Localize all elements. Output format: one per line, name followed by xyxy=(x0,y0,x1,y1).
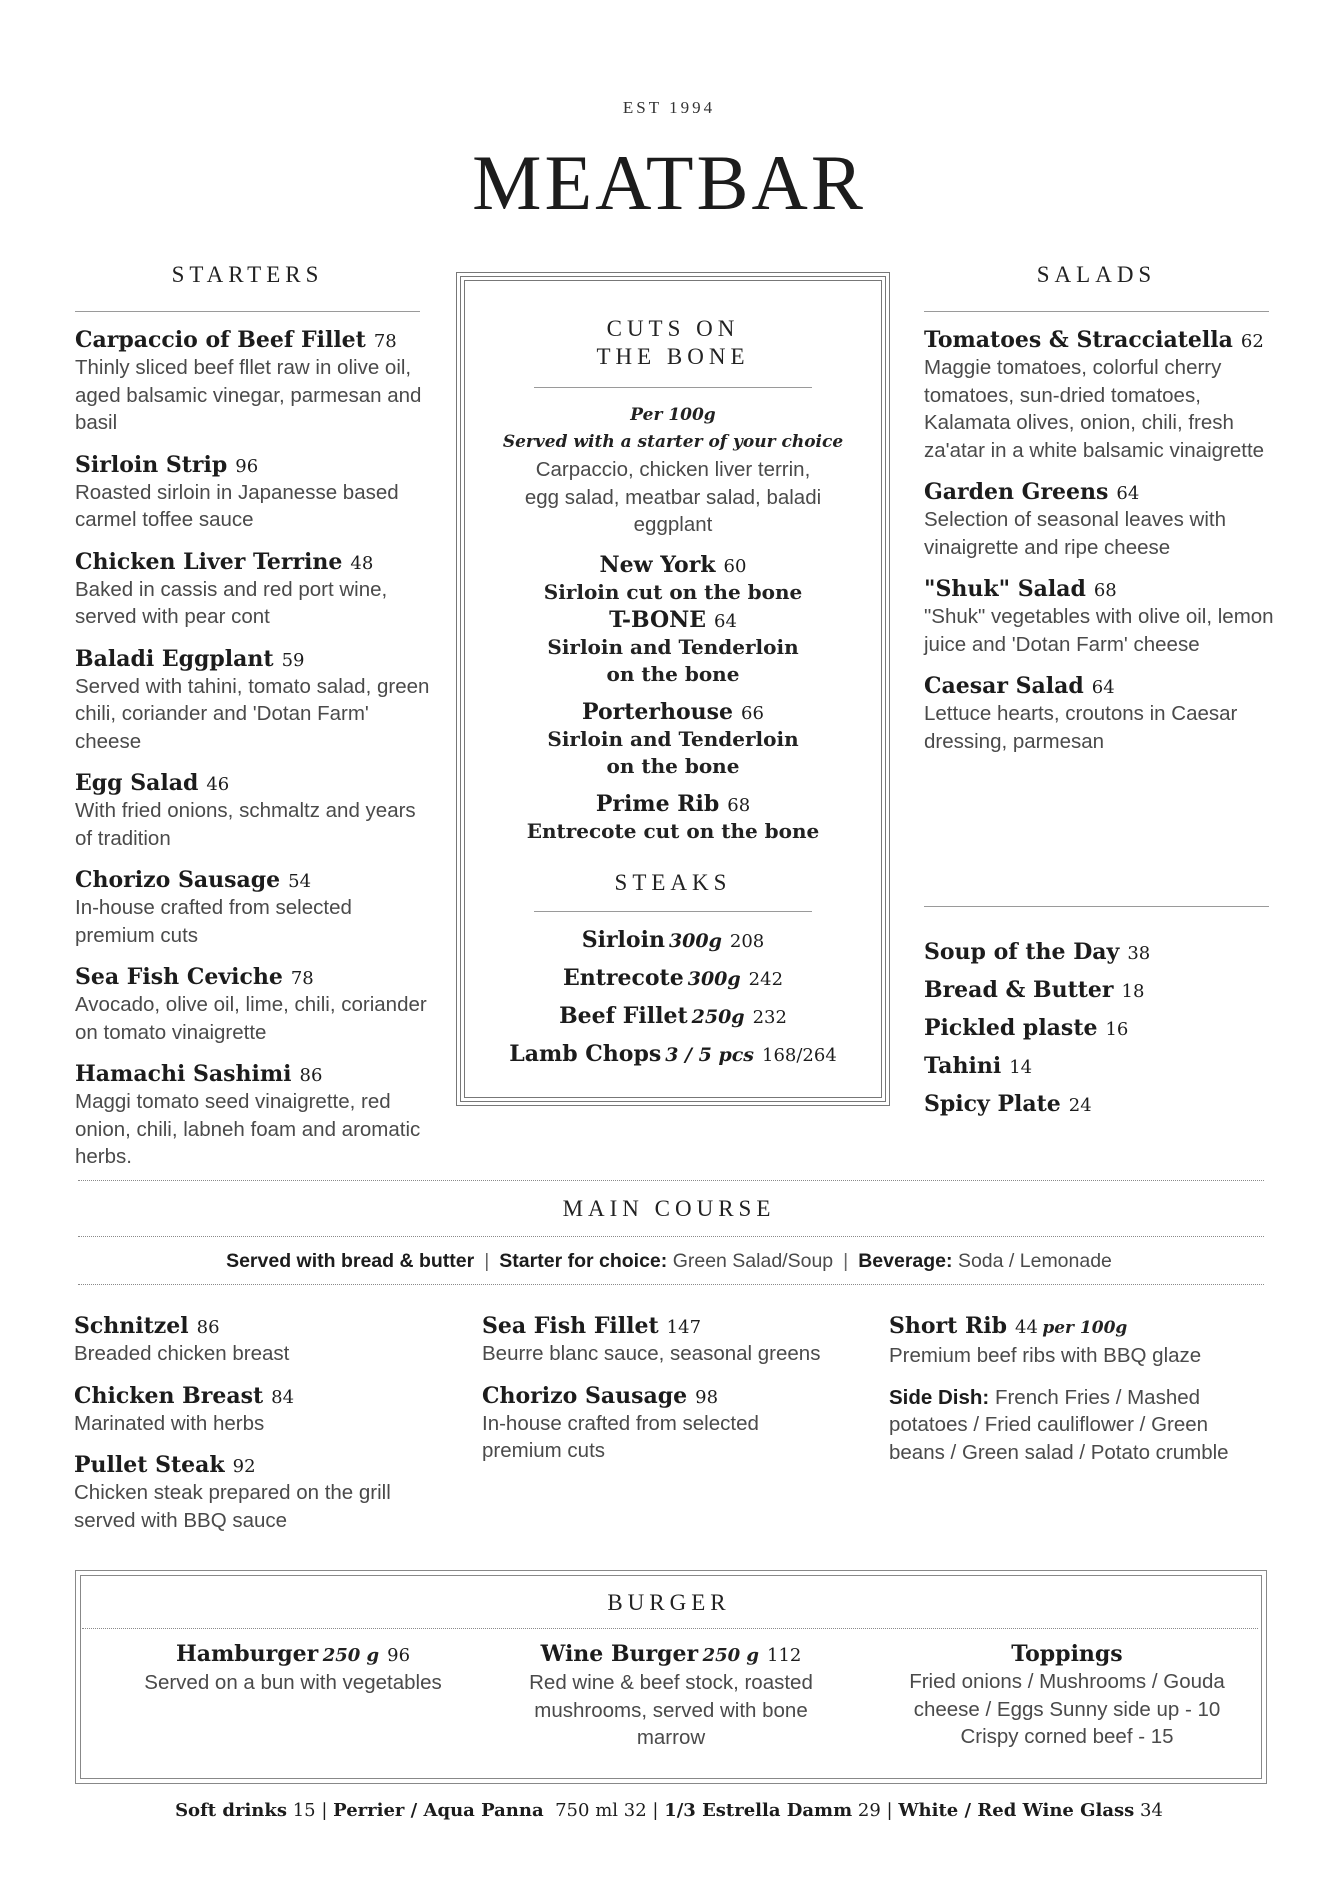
steak-item xyxy=(457,1036,889,1074)
steaks-heading: STEAKS xyxy=(614,869,732,895)
burger-toppings xyxy=(902,1640,1232,1751)
item-name: Pullet Steak xyxy=(74,1452,225,1478)
drink-price: 32 xyxy=(623,1800,647,1821)
starters-divider xyxy=(75,311,420,312)
extra-name: Soup of the Day xyxy=(924,939,1120,965)
extra-price: 18 xyxy=(1121,981,1145,1002)
steak-name: Beef Fillet xyxy=(559,1002,688,1029)
item-description: Fried onions / Mushrooms / Gouda cheese / Eggs Sunny side up - 10 Crispy corned beef - 15 xyxy=(909,1670,1225,1748)
cuts-per-100g: Per 100g xyxy=(630,405,716,425)
item-price: 86 xyxy=(299,1065,323,1086)
menu-item xyxy=(75,866,435,949)
menu-item xyxy=(482,1382,862,1465)
item-weight: 250 g xyxy=(322,1645,380,1666)
burger-item xyxy=(128,1640,458,1697)
item-description: Maggi tomato seed vinaigrette, red onion, chili, labneh foam and aromatic herbs. xyxy=(75,1090,421,1168)
item-description: Thinly sliced beef fllet raw in olive oil, aged balsamic vinegar, parmesan and basil xyxy=(75,356,422,434)
item-name: Sea Fish Ceviche xyxy=(75,964,283,990)
item-name: Sirloin Strip xyxy=(75,451,228,478)
menu-item xyxy=(482,1312,862,1368)
menu-item xyxy=(75,963,435,1046)
item-description: Avocado, olive oil, lime, chili, coriander on tomato vinaigrette xyxy=(75,993,427,1044)
starters-heading: STARTERS xyxy=(171,262,324,287)
steak-name: Lamb Chops xyxy=(509,1040,662,1067)
menu-item xyxy=(75,769,435,852)
item-name: Hamachi Sashimi xyxy=(75,1061,292,1087)
item-price: 64 xyxy=(1091,677,1115,698)
main-course-top-divider xyxy=(78,1180,1264,1181)
beverage-value: Soda / Lemonade xyxy=(957,1250,1112,1272)
menu-item xyxy=(75,326,435,437)
item-description: Selection of seasonal leaves with vinaigrette and ripe cheese xyxy=(924,508,1226,559)
item-name: Tomatoes & Stracciatella xyxy=(924,327,1233,353)
item-description: Marinated with herbs xyxy=(74,1411,265,1435)
item-name: "Shuk" Salad xyxy=(924,576,1086,602)
separator: | xyxy=(652,1800,665,1821)
cut-item xyxy=(457,790,889,845)
steak-item xyxy=(457,998,889,1036)
starter-value: Green Salad/Soup xyxy=(672,1250,834,1272)
menu-item xyxy=(74,1312,454,1368)
side-dish-label: Side Dish: xyxy=(889,1385,990,1409)
separator: | xyxy=(484,1250,490,1272)
item-price: 98 xyxy=(695,1386,719,1408)
item-description: Red wine & beef stock, roasted mushrooms, served with bone marrow xyxy=(529,1671,813,1749)
item-price: 96 xyxy=(387,1645,411,1666)
served-with-text: Served with bread & butter xyxy=(226,1250,475,1272)
item-unit: per 100g xyxy=(1042,1318,1128,1338)
item-name: Baladi Eggplant xyxy=(75,645,274,672)
drink-price: 34 xyxy=(1140,1800,1163,1821)
item-name: Chicken Breast xyxy=(74,1382,264,1409)
item-name: Toppings xyxy=(1011,1641,1123,1667)
item-description: Lettuce hearts, croutons in Caesar dressing, parmesan xyxy=(924,702,1238,753)
cuts-steaks-box xyxy=(456,272,890,1106)
item-price: 112 xyxy=(767,1645,802,1666)
item-name: Chicken Liver Terrine xyxy=(75,548,343,575)
main-course-info xyxy=(0,1250,1338,1273)
item-name: Hamburger xyxy=(175,1641,319,1667)
item-price: 48 xyxy=(350,552,374,574)
cuts-heading-line2: THE BONE xyxy=(596,344,750,369)
cut-description: Sirloin cut on the bone xyxy=(543,579,803,604)
item-price: 147 xyxy=(666,1317,702,1338)
item-name: Caesar Salad xyxy=(924,673,1084,699)
main-course-column-1 xyxy=(74,1312,454,1548)
extra-price: 16 xyxy=(1105,1019,1129,1040)
item-name: Short Rib xyxy=(889,1313,1007,1339)
cut-price: 68 xyxy=(727,794,751,816)
cut-price: 64 xyxy=(714,610,737,632)
separator: | xyxy=(321,1800,334,1821)
main-course-column-2 xyxy=(482,1312,862,1479)
restaurant-title: MEATBAR xyxy=(472,139,866,226)
item-price: 59 xyxy=(281,649,305,671)
item-price: 86 xyxy=(196,1317,220,1338)
item-price: 68 xyxy=(1093,580,1117,601)
item-description: With fried onions, schmaltz and years of tradition xyxy=(75,799,416,850)
menu-item xyxy=(75,645,435,756)
burger-heading: BURGER xyxy=(607,1590,731,1615)
cut-description: Entrecote cut on the bone xyxy=(526,818,820,843)
extra-name: Pickled plaste xyxy=(924,1015,1098,1041)
item-description: In-house crafted from selected premium cuts xyxy=(75,896,352,947)
salads-divider xyxy=(924,311,1269,312)
separator: | xyxy=(886,1800,899,1821)
cuts-starter-choices: Carpaccio, chicken liver terrin, egg salad, meatbar salad, baladi eggplant xyxy=(524,458,822,536)
steak-weight: 250g xyxy=(691,1005,745,1028)
item-name: Chorizo Sausage xyxy=(75,867,281,893)
item-weight: 250 g xyxy=(702,1645,759,1666)
cut-name: New York xyxy=(599,551,716,578)
cut-item xyxy=(457,606,889,688)
item-description: Served with tahini, tomato salad, green chili, coriander and 'Dotan Farm' cheese xyxy=(75,674,430,753)
steak-weight: 3 / 5 pcs xyxy=(665,1043,754,1066)
item-description: Maggie tomatoes, colorful cherry tomatoes, sun-dried tomatoes, Kalamata olives, onion, chili, fresh za'atar in a white balsamic vinaigrette xyxy=(924,356,1265,462)
menu-item xyxy=(924,478,1284,561)
item-name: Wine Burger xyxy=(540,1641,699,1667)
item-description: Breaded chicken breast xyxy=(74,1342,290,1365)
extra-price: 24 xyxy=(1068,1095,1092,1116)
extra-name: Spicy Plate xyxy=(924,1091,1061,1117)
item-price: 92 xyxy=(232,1456,256,1477)
main-course-column-3 xyxy=(889,1312,1269,1466)
steak-name: Entrecote xyxy=(562,964,684,991)
item-price: 78 xyxy=(373,331,397,352)
item-price: 44 xyxy=(1015,1317,1038,1338)
item-price: 46 xyxy=(206,774,230,795)
drink-name: Perrier / Aqua Panna xyxy=(333,1800,544,1821)
menu-item xyxy=(75,1060,435,1171)
cut-item xyxy=(457,551,889,606)
item-description: Premium beef ribs with BBQ glaze xyxy=(889,1344,1202,1367)
cut-name: Prime Rib xyxy=(595,790,720,817)
burger-item xyxy=(506,1640,836,1752)
item-price: 78 xyxy=(290,968,314,989)
extras-list xyxy=(924,934,1269,1124)
item-name: Sea Fish Fillet xyxy=(482,1313,659,1339)
steak-price: 232 xyxy=(752,1006,787,1028)
item-description: "Shuk" vegetables with olive oil, lemon juice and 'Dotan Farm' cheese xyxy=(924,605,1274,656)
item-name: Chorizo Sausage xyxy=(482,1382,688,1409)
menu-item xyxy=(75,548,435,631)
item-name: Carpaccio of Beef Fillet xyxy=(75,327,366,353)
cut-name: Porterhouse xyxy=(582,698,734,725)
steak-name: Sirloin xyxy=(581,926,665,953)
item-description: Served on a bun with vegetables xyxy=(144,1671,442,1694)
drink-price: 29 xyxy=(857,1800,881,1821)
item-name: Garden Greens xyxy=(924,479,1109,505)
established-year: EST 1994 xyxy=(622,98,716,117)
menu-item xyxy=(924,575,1284,658)
extra-item xyxy=(924,1010,1269,1048)
drinks-line xyxy=(0,1800,1338,1821)
extra-price: 38 xyxy=(1127,943,1151,964)
cut-price: 66 xyxy=(741,702,764,724)
steak-item xyxy=(457,960,889,998)
drink-name: Soft drinks xyxy=(175,1800,287,1821)
extra-item xyxy=(924,1048,1269,1086)
separator: | xyxy=(843,1250,849,1272)
steak-price: 168/264 xyxy=(762,1044,837,1066)
extra-name: Bread & Butter xyxy=(924,977,1114,1003)
extra-item xyxy=(924,1086,1269,1124)
extras-divider xyxy=(924,906,1269,907)
cut-description: Sirloin and Tenderloin on the bone xyxy=(547,726,799,778)
steak-weight: 300g xyxy=(687,967,741,990)
cut-description: Sirloin and Tenderloin on the bone xyxy=(547,634,799,686)
starters-list xyxy=(75,326,435,1185)
cut-name: T-BONE xyxy=(609,606,706,633)
salads-list xyxy=(924,326,1284,769)
drink-price: 15 xyxy=(292,1800,316,1821)
drink-name: 1/3 Estrella Damm xyxy=(664,1800,853,1821)
cut-item xyxy=(457,698,889,780)
drink-size: 750 ml xyxy=(555,1800,619,1821)
item-description: Beurre blanc sauce, seasonal greens xyxy=(482,1342,821,1365)
menu-item xyxy=(924,672,1284,755)
beverage-label: Beverage: xyxy=(858,1250,953,1272)
menu-item xyxy=(924,326,1284,464)
item-price: 84 xyxy=(271,1386,295,1408)
item-description: In-house crafted from selected premium cuts xyxy=(482,1411,759,1462)
item-price: 64 xyxy=(1116,483,1140,504)
menu-item xyxy=(75,451,435,534)
item-price: 62 xyxy=(1240,331,1264,352)
salads-heading: SALADS xyxy=(1036,262,1157,287)
steak-item xyxy=(457,922,889,960)
item-price: 54 xyxy=(288,871,312,892)
cut-price: 60 xyxy=(723,555,747,577)
item-name: Egg Salad xyxy=(75,770,199,796)
steak-price: 208 xyxy=(729,930,765,952)
steak-weight: 300g xyxy=(668,929,722,952)
menu-item xyxy=(74,1382,454,1438)
burger-divider xyxy=(82,1628,1258,1629)
item-description: Chicken steak prepared on the grill served with BBQ sauce xyxy=(74,1481,391,1532)
extra-item xyxy=(924,972,1269,1010)
main-course-heading: MAIN COURSE xyxy=(562,1196,776,1221)
item-description: Roasted sirloin in Japanesse based carmel toffee sauce xyxy=(75,480,399,531)
steaks-divider xyxy=(534,911,812,912)
extra-name: Tahini xyxy=(924,1053,1002,1079)
side-dish-info xyxy=(889,1384,1254,1467)
item-name: Schnitzel xyxy=(74,1313,189,1339)
item-price: 96 xyxy=(235,455,259,477)
item-description: Baked in cassis and red port wine, served with pear cont xyxy=(75,577,388,628)
steak-price: 242 xyxy=(748,968,784,990)
main-course-mid-divider xyxy=(78,1236,1264,1237)
menu-item xyxy=(889,1312,1269,1370)
cuts-divider xyxy=(534,387,812,388)
side-dish-value: French Fries / Mashed potatoes / Fried cauliflower / Green beans / Green salad / Potato crumble xyxy=(889,1385,1229,1464)
extra-price: 14 xyxy=(1009,1057,1033,1078)
menu-item xyxy=(74,1451,454,1534)
main-course-bottom-divider xyxy=(78,1284,1264,1285)
cuts-heading-line1: CUTS ON xyxy=(606,316,740,341)
cuts-served-with: Served with a starter of your choice xyxy=(502,432,844,452)
extra-item xyxy=(924,934,1269,972)
starter-label: Starter for choice: xyxy=(499,1250,668,1272)
drink-name: White / Red Wine Glass xyxy=(898,1800,1135,1821)
